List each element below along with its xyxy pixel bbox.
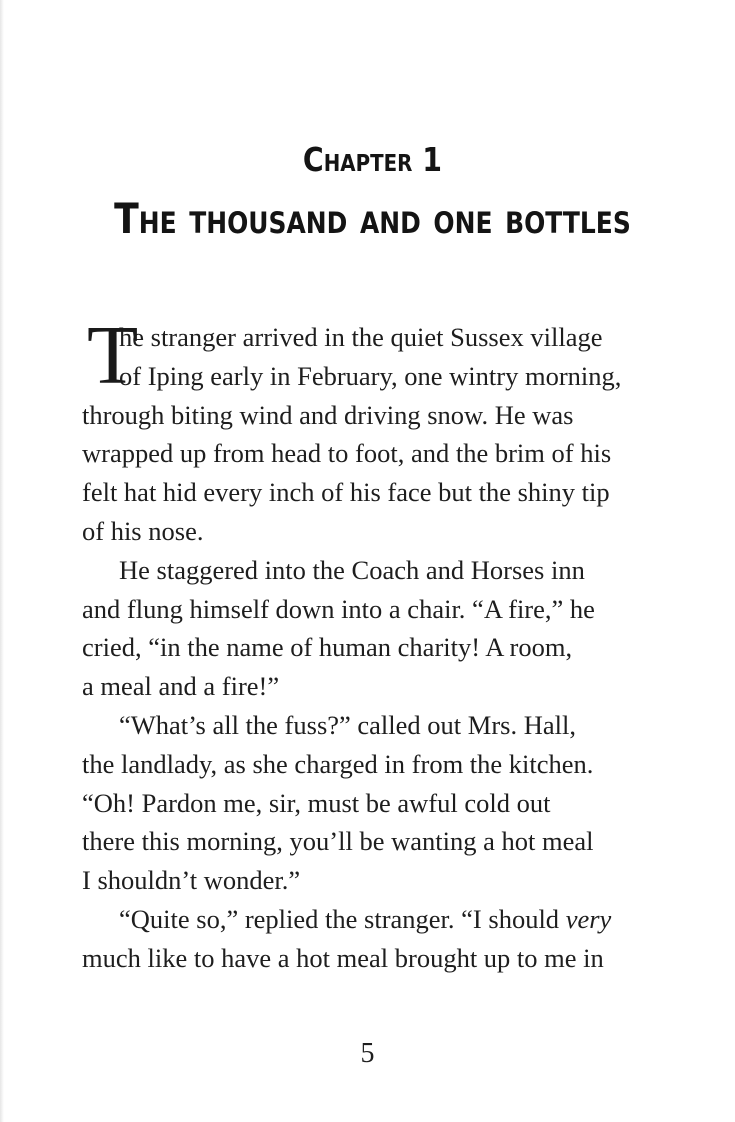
text-line: “What’s all the fuss?” called out Mrs. Hall, (119, 709, 576, 740)
emphasis-word: very (565, 903, 612, 934)
text-line: much like to have a hot meal brought up to me in (82, 942, 604, 973)
text-line: there this morning, you’ll be wanting a hot meal (82, 826, 594, 857)
text-line: of his nose. (82, 515, 204, 546)
text-line (82, 900, 682, 939)
text-line: of Iping early in February, one wintry morning, (119, 360, 622, 391)
chapter-label: Chapter 1 (302, 140, 442, 179)
body-text (82, 309, 682, 978)
paragraph-1 (82, 309, 682, 551)
page-edge-shadow (0, 0, 4, 1122)
text-line: “Oh! Pardon me, sir, must be awful cold out (82, 787, 551, 818)
text-line: a meal and a fire!” (82, 671, 280, 702)
text-line: he stranger arrived in the quiet Sussex village (119, 322, 603, 352)
text-line: He staggered into the Coach and Horses inn (119, 554, 585, 585)
page-number: 5 (360, 1038, 375, 1069)
chapter-title: The thousand and one bottles (114, 194, 631, 243)
paragraph-3 (82, 706, 682, 900)
text-line: wrapped up from head to foot, and the brim of his (82, 438, 612, 469)
text-line: through biting wind and driving snow. He was (82, 399, 574, 430)
drop-cap: T (87, 309, 139, 402)
paragraph-2 (82, 551, 682, 706)
paragraph-4 (82, 900, 682, 978)
text-line: the landlady, as she charged in from the kitchen. (82, 748, 594, 779)
text-line: I shouldn’t wonder.” (82, 865, 301, 896)
text-line: and flung himself down into a chair. “A fire,” he (82, 593, 595, 624)
text-run: “Quite so,” replied the stranger. “I should (119, 903, 566, 934)
text-line: cried, “in the name of human charity! A room, (82, 632, 573, 663)
text-line: felt hat hid every inch of his face but the shiny tip (82, 477, 610, 508)
